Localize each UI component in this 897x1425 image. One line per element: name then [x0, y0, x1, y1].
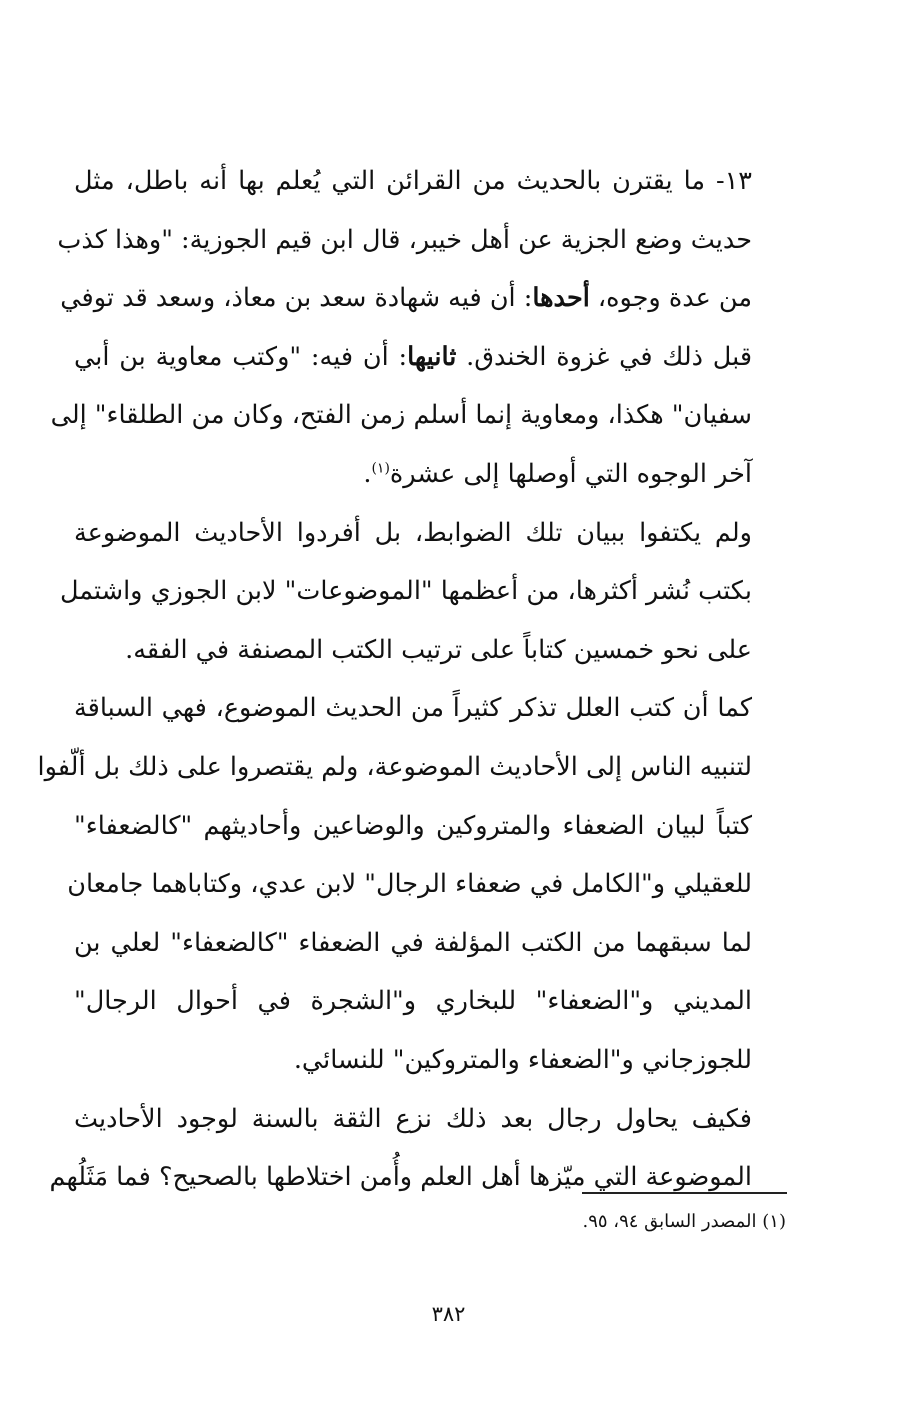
- text-line: للعقيلي و"الكامل في ضعفاء الرجال" لابن عدي، وكتاباهما جامعان: [67, 869, 752, 900]
- text-line: المديني و"الضعفاء" للبخاري و"الشجرة في أحوال الرجال": [74, 986, 752, 1017]
- text-line: كتباً لبيان الضعفاء والمتروكين والوضاعين وأحاديثهم "كالضعفاء": [74, 810, 752, 841]
- text-line: سفيان" هكذا، ومعاوية إنما أسلم زمن الفتح، وكان من الطلقاء" إلى: [50, 400, 752, 431]
- text-line: بكتب نُشر أكثرها، من أعظمها "الموضوعات" لابن الجوزي واشتمل: [59, 576, 752, 607]
- page-number: ٣٨٢: [431, 1302, 466, 1326]
- text-line: لتنبيه الناس إلى الأحاديث الموضوعة، ولم يقتصروا على ذلك بل ألّفوا: [37, 751, 752, 782]
- paragraph-ilal-books: [37, 679, 784, 1089]
- footnote-ref: (١): [371, 460, 390, 477]
- text-line: حديث وضع الجزية عن أهل خيبر، قال ابن قيم الجوزية: "وهذا كذب: [57, 224, 752, 255]
- text-line: لما سبقهما من الكتب المؤلفة في الضعفاء "كالضعفاء" لعلي بن: [74, 927, 752, 958]
- bold-term-first: أحدها: [532, 283, 590, 314]
- paragraph-conclusion: [49, 1090, 784, 1207]
- paragraph-item-13: [50, 152, 784, 504]
- paragraph-dedicated-books: [59, 504, 784, 680]
- text-line: قبل ذلك في غزوة الخندق. ثانيها: أن فيه: "وكتب معاوية بن أبي: [74, 341, 753, 372]
- bold-term-second: ثانيها: [407, 341, 457, 372]
- text-line: الموضوعة التي ميّزها أهل العلم وأُمن اختلاطها بالصحيح؟ فما مَثَلُهم: [49, 1162, 752, 1193]
- text-line: ١٣- ما يقترن بالحديث من القرائن التي يُعلم بها أنه باطل، مثل: [74, 166, 752, 196]
- text-line: على نحو خمسين كتاباً على ترتيب الكتب المصنفة في الفقه.: [125, 634, 752, 665]
- text-line: ولم يكتفوا ببيان تلك الضوابط، بل أفردوا الأحاديث الموضوعة: [74, 517, 752, 548]
- text-line: آخر الوجوه التي أوصلها إلى عشرة$^{(١)}$.: [363, 458, 752, 489]
- body-text: [37, 152, 784, 1207]
- text-line: فكيف يحاول رجال بعد ذلك نزع الثقة بالسنة لوجود الأحاديث: [74, 1103, 752, 1134]
- footnote: (١) المصدر السابق ٩٤، ٩٥.: [582, 1211, 786, 1232]
- text-line: للجوزجاني و"الضعفاء والمتروكين" للنسائي.: [293, 1044, 752, 1075]
- text-line: كما أن كتب العلل تذكر كثيراً من الحديث الموضوع، فهي السباقة: [74, 693, 752, 724]
- footnote-divider: [582, 1192, 787, 1194]
- text-line: من عدة وجوه، أحدها: أن فيه شهادة سعد بن معاذ، وسعد قد توفي: [60, 283, 752, 314]
